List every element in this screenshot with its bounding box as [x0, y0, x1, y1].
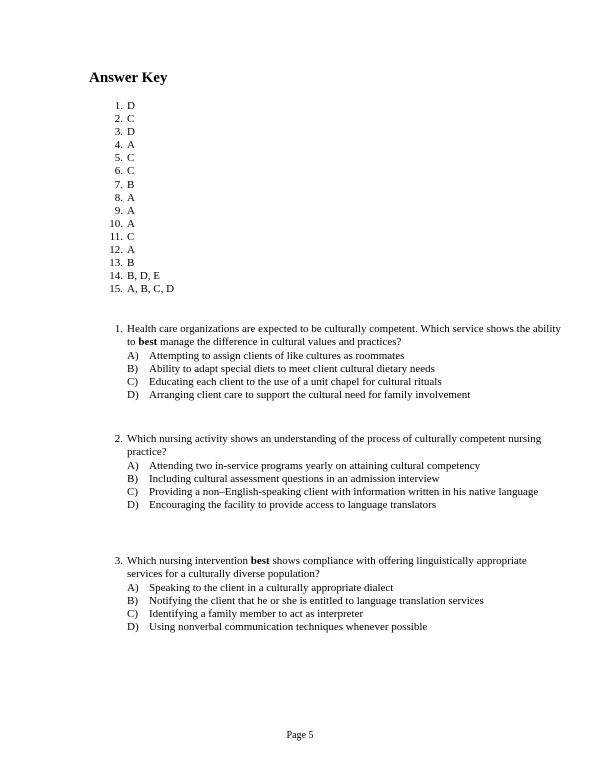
question-2 — [103, 433, 563, 513]
answer-key-heading: Answer Key — [89, 70, 168, 86]
answer-key-number: 6. — [114, 165, 123, 178]
answer-key-number: 14. — [109, 270, 123, 283]
answer-key-answer: C — [127, 230, 135, 243]
answer-key-number: 9. — [114, 204, 123, 217]
answer-key-answer: B — [127, 178, 135, 191]
answer-key-number: 10. — [109, 217, 123, 230]
answer-key-answer: A — [127, 217, 135, 230]
answer-key-answer: B, D, E — [127, 270, 160, 283]
option-a: A) Attending two in-service programs yearly on attaining cultural competency — [127, 459, 481, 472]
option-c: C) Educating each client to the use of a unit chapel for cultural rituals — [127, 376, 442, 389]
answer-key-answer: D — [127, 126, 135, 139]
answer-key-item — [103, 165, 174, 178]
answer-key-number: 8. — [114, 191, 123, 204]
question-number: 3. — [114, 555, 123, 567]
answer-key-item — [103, 257, 174, 270]
answer-key-answer: A — [127, 244, 135, 257]
option-b: B) Notifying the client that he or she is entitled to language translation services — [127, 594, 484, 607]
option-a: A) Attempting to assign clients of like cultures as roommates — [127, 349, 405, 362]
option-d: D) Arranging client care to support the cultural need for family involvement — [127, 389, 471, 402]
answer-key-item — [103, 218, 174, 231]
option-d: D) Using nonverbal communication techniques whenever possible — [127, 621, 428, 634]
option-b: B) Ability to adapt special diets to meet client cultural dietary needs — [127, 362, 435, 375]
answer-key-item — [103, 244, 174, 257]
answer-key-item — [103, 205, 174, 218]
question-3 — [103, 555, 563, 635]
option-a: A) Speaking to the client in a culturally appropriate dialect — [127, 581, 394, 594]
emphasis-best: best — [138, 336, 158, 349]
option-d: D) Encouraging the facility to provide access to language translators — [127, 499, 437, 512]
answer-key-answer: A — [127, 139, 135, 152]
answer-key-item — [103, 270, 174, 283]
question-stem: Which nursing activity shows an understanding of the process of culturally competent nursing practice? — [127, 433, 542, 459]
answer-key-number: 13. — [109, 257, 123, 270]
answer-key-answer: C — [127, 165, 135, 178]
answer-key-item — [103, 139, 174, 152]
answer-key-number: 2. — [114, 113, 123, 126]
question-number: 1. — [114, 323, 123, 335]
emphasis-best: best — [250, 555, 270, 567]
answer-key-answer: D — [127, 100, 135, 112]
answer-key-answer: A — [127, 204, 135, 217]
answer-key-answer: C — [127, 152, 135, 165]
page-number: Page 5 — [286, 730, 314, 741]
option-c: C) Providing a non–English-speaking client with information written in his native language — [127, 486, 539, 499]
question-stem: Which nursing intervention best shows compliance with offering linguistically appropriate services for a culturally diverse population? — [127, 555, 527, 581]
answer-key-item — [103, 113, 174, 126]
option-b: B) Including cultural assessment questions in an admission interview — [127, 472, 440, 485]
answer-key-list — [103, 100, 174, 296]
option-c: C) Identifying a family member to act as interpreter — [127, 608, 364, 621]
answer-key-number: 1. — [114, 100, 123, 112]
answer-key-number: 5. — [114, 152, 123, 165]
answer-key-answer: A, B, C, D — [127, 283, 175, 296]
answer-key-item — [103, 152, 174, 165]
question-stem: Health care organizations are expected to be culturally competent. Which service shows the ability to best manage the difference in cultural values and practices? — [127, 323, 561, 349]
answer-key-number: 12. — [109, 244, 123, 257]
answer-key-answer: B — [127, 257, 135, 270]
question-1 — [103, 323, 563, 403]
question-number: 2. — [114, 433, 123, 445]
answer-key-item — [103, 231, 174, 244]
answer-key-number: 3. — [114, 126, 123, 139]
answer-key-item — [103, 126, 174, 139]
answer-key-item — [103, 192, 174, 205]
answer-key-number: 11. — [109, 230, 123, 243]
answer-key-number: 4. — [114, 139, 123, 152]
answer-key-item — [103, 283, 174, 296]
answer-key-item — [103, 179, 174, 192]
answer-key-item — [103, 100, 174, 113]
answer-key-answer: A — [127, 191, 135, 204]
answer-key-number: 15. — [109, 283, 123, 296]
answer-key-number: 7. — [114, 178, 123, 191]
answer-key-answer: C — [127, 113, 135, 126]
